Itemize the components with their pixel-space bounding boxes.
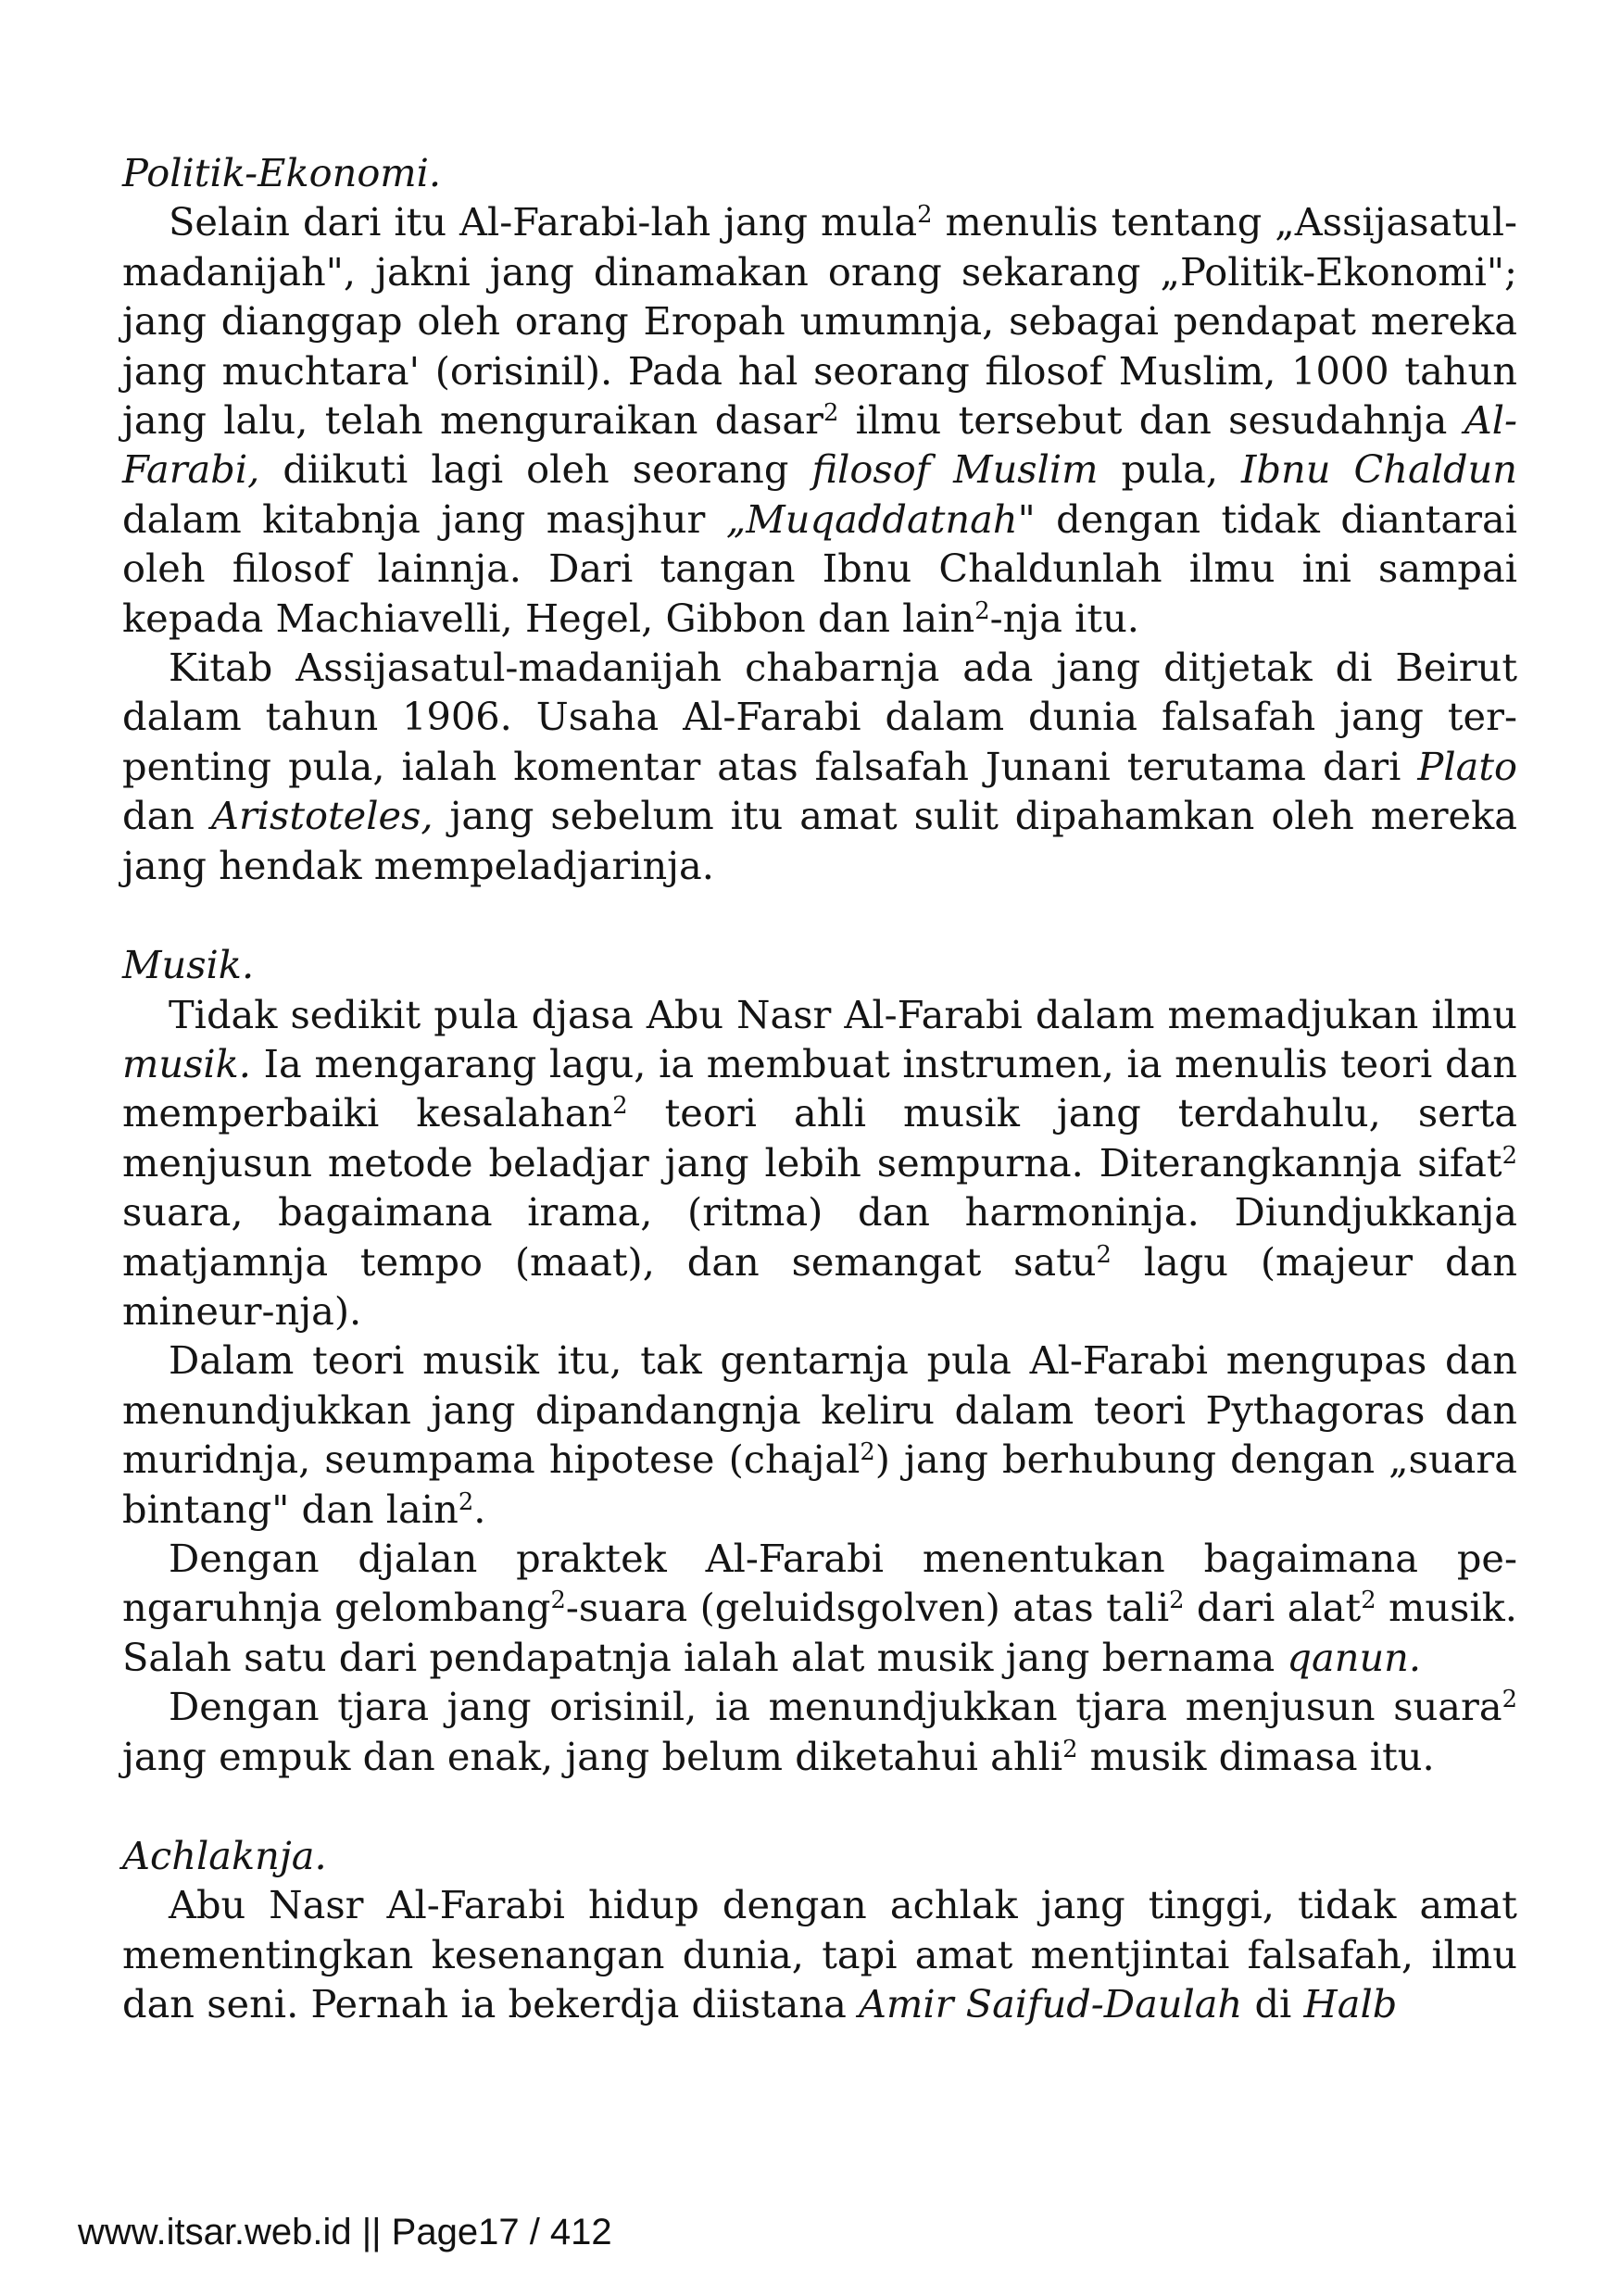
superscript-mark: 2 [550, 1587, 566, 1615]
italic-term: filosof Muslim [811, 446, 1099, 493]
paragraph [122, 1534, 1517, 1682]
text-run: Kitab Assijasatul-madanijah chabarnja ada jang ditjetak di Beirut dalam tahun 1906. Usaha Al-Farabi dalam dunia falsafah jang terpenting pula, ialah komentar atas falsafah Junani terutama dari [122, 645, 1517, 789]
section-musik [122, 940, 1517, 1781]
text-run: -nja itu. [989, 595, 1139, 641]
text-run: -suara (geluidsgolven) atas tali [565, 1585, 1170, 1631]
text-run: Dengan djalan praktek Al-Farabi menentukan bagaimana pengaruhnja gelombang [122, 1535, 1517, 1631]
text-run: lagu (majeur dan mineur-nja). [122, 1238, 1517, 1334]
superscript-mark: 2 [1502, 1686, 1517, 1714]
italic-term: qanun. [1287, 1634, 1422, 1680]
paragraph [122, 197, 1517, 643]
paragraph [122, 990, 1517, 1336]
italic-term: Halb [1303, 1981, 1398, 2027]
text-run: musik dimasa itu. [1077, 1733, 1435, 1779]
superscript-mark: 2 [1096, 1240, 1112, 1269]
text-run: pula, [1098, 446, 1242, 493]
text-run: musik. Salah satu dari pendapatnja ialah alat musik jang bernama [122, 1585, 1517, 1680]
superscript-mark: 2 [917, 201, 933, 230]
text-run: dengan tidak diantarai oleh filosof lainnja. Dari tangan Ibnu Chaldunlah ilmu ini sampai kepada Machiavelli, Hegel, Gibbon dan lain [122, 496, 1518, 641]
section-politik-ekonomi [122, 148, 1517, 890]
italic-term: „Muqaddatnah" [725, 496, 1036, 542]
text-run: dari alat [1184, 1585, 1362, 1631]
text-run: Selain dari itu Al-Farabi-lah jang mula [169, 199, 918, 245]
paragraph [122, 643, 1517, 890]
text-run: . [473, 1486, 486, 1532]
text-run: jang sebelum itu amat sulit dipahamkan oleh mereka jang hendak mempeladjarinja. [122, 793, 1517, 888]
paragraph [122, 1880, 1517, 2028]
page-footer: www.itsar.web.id || Page17 / 412 [78, 2212, 612, 2252]
paragraph [122, 1682, 1517, 1781]
text-run: teori ahli musik jang terdahulu, serta menjusun metode beladjar jang lebih sempurna. Diterangkannja sifat [122, 1090, 1517, 1186]
paragraph [122, 1336, 1517, 1534]
superscript-mark: 2 [974, 596, 990, 625]
superscript-mark: 2 [1169, 1587, 1185, 1615]
page-body [122, 148, 1517, 2029]
text-run: Dalam teori musik itu, tak gentarnja pula Al-Farabi mengupas dan menundjukkan jang dipandangnja keliru dalam teori Pythagoras dan muridnja, seumpama hipotese (chajal [122, 1337, 1517, 1483]
italic-term: Plato [1417, 743, 1517, 789]
italic-term: Ibnu Chaldun [1241, 446, 1517, 493]
text-run: diikuti lagi oleh seorang [259, 446, 812, 493]
superscript-mark: 2 [612, 1092, 628, 1121]
text-run: suara, bagaimana irama, (ritma) dan harmoninja. Diundjukkanja matjamnja tempo (maat), dan semangat satu [122, 1189, 1517, 1285]
superscript-mark: 2 [1502, 1141, 1517, 1170]
superscript-mark: 2 [1062, 1735, 1078, 1763]
section-heading: Politik-Ekonomi. [122, 150, 442, 195]
text-run: ilmu tersebut dan sesudahnja [838, 397, 1464, 444]
text-run: dalam kitabnja jang masjhur [122, 496, 726, 542]
italic-term: Al-Farabi, [122, 397, 1517, 493]
text-run: menulis tentang „Assijasatul-madanijah", jakni jang dinamakan orang sekarang „Politik-Ekonomi"; jang dianggap oleh orang Eropah umumnja, sebagai pendapat mereka jang muchtara' (orisinil). Pada hal seorang filosof Muslim, 1000 tahun jang lalu, telah menguraikan dasar [122, 199, 1517, 444]
italic-term: musik. [122, 1040, 251, 1086]
text-run: ) jang berhubung dengan „suara bintang" dan lain [122, 1437, 1517, 1532]
text-run: Tidak sedikit pula djasa Abu Nasr Al-Farabi dalam memadjukan ilmu [169, 991, 1517, 1037]
italic-term: Amir Saifud-Daulah [859, 1981, 1243, 2027]
section-heading: Musik. [122, 942, 255, 988]
superscript-mark: 2 [458, 1487, 474, 1516]
text-run: Ia mengarang lagu, ia membuat instrumen, ia menulis teori dan memperbaiki kesalahan [122, 1040, 1517, 1136]
text-run: Abu Nasr Al-Farabi hidup dengan achlak jang tinggi, tidak amat mementingkan kesenangan dunia, tapi amat mentjintai falsafah, ilmu dan seni. Pernah ia bekerdja diistana [122, 1882, 1517, 2027]
text-run: Dengan tjara jang orisinil, ia menundjukkan tjara menjusun suara [169, 1684, 1502, 1730]
superscript-mark: 2 [823, 398, 839, 427]
section-achlaknja [122, 1831, 1517, 2029]
text-run: dan [122, 793, 211, 839]
superscript-mark: 2 [1361, 1587, 1376, 1615]
text-run: di [1242, 1981, 1304, 2027]
italic-term: Aristoteles, [210, 793, 434, 839]
superscript-mark: 2 [860, 1438, 875, 1467]
text-run: jang empuk dan enak, jang belum diketahui ahli [122, 1733, 1063, 1779]
section-heading: Achlaknja. [122, 1833, 327, 1878]
